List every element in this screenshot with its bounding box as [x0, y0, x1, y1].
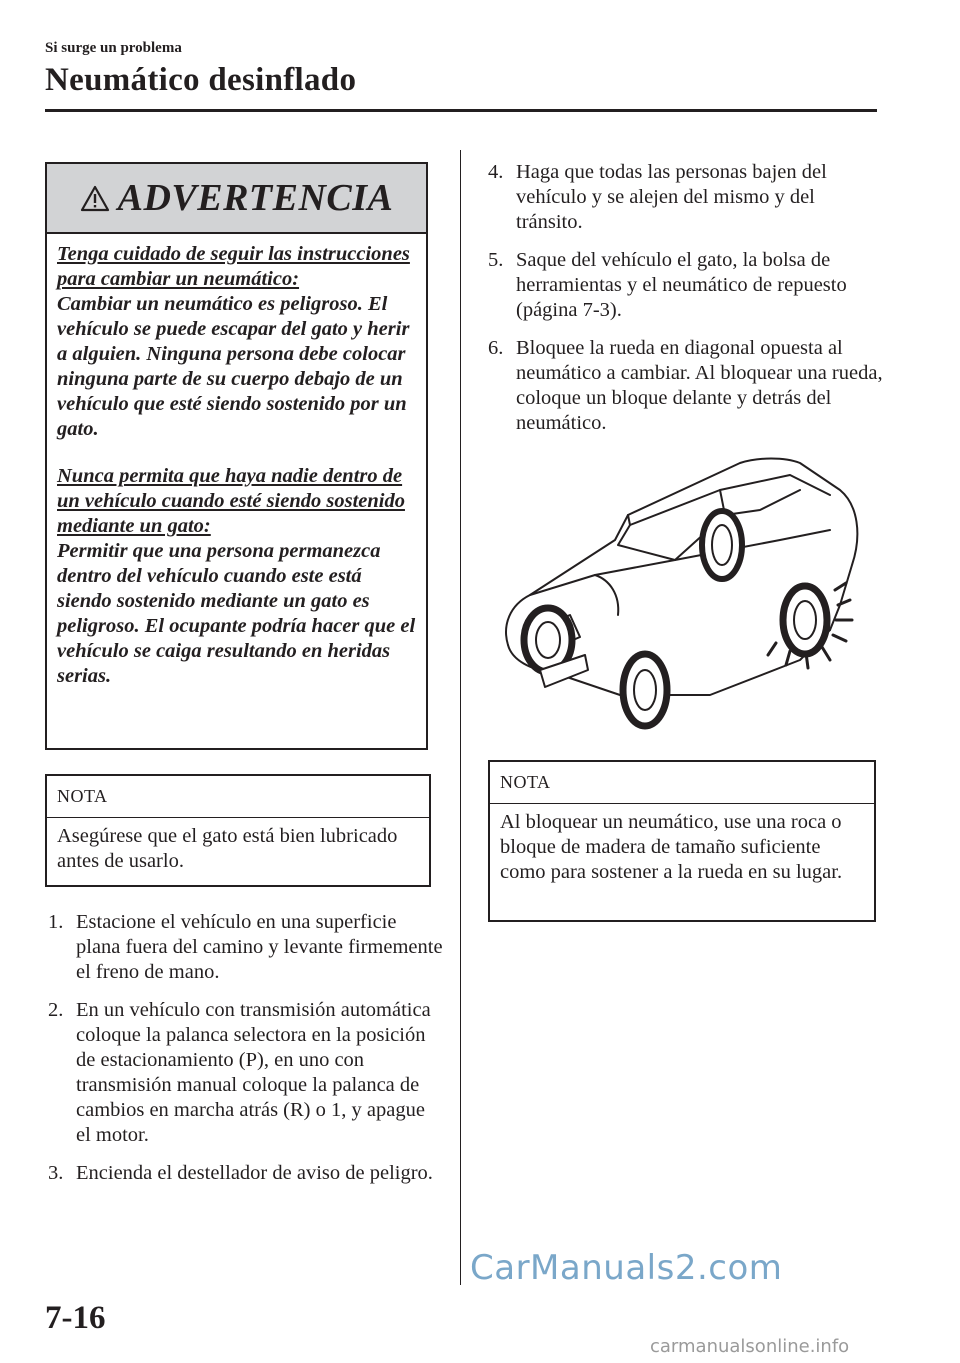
- step-number: 2.: [48, 999, 64, 1021]
- note-text: Asegúrese que el gato está bien lubricado antes de usarlo.: [57, 825, 398, 872]
- note-box-jack: [45, 774, 431, 887]
- warning-box: [45, 162, 428, 750]
- warning-body: [47, 234, 426, 689]
- car-wheel-blocks-illustration: [500, 455, 865, 740]
- step-text: Haga que todas las personas bajen del vehículo y se alejen del mismo y del tránsito.: [516, 161, 827, 233]
- step-text: Bloquee la rueda en diagonal opuesta al neumático a cambiar. Al bloquear una rueda, coloque un bloque delante y detrás del neumático.: [516, 337, 883, 434]
- breadcrumb: Si surge un problema: [45, 40, 182, 56]
- note-box-blocks: [488, 760, 876, 922]
- list-item: [488, 248, 883, 323]
- list-item: [48, 998, 443, 1148]
- note-text: Al bloquear un neumático, use una roca o bloque de madera de tamaño suficiente como para sostener a la rueda en su lugar.: [500, 811, 843, 883]
- header-rule: [45, 109, 877, 112]
- page-title: Neumático desinflado: [45, 62, 357, 98]
- watermark: CarManuals2.com: [470, 1248, 783, 1288]
- note-label: NOTA: [490, 762, 874, 804]
- step-text: Saque del vehículo el gato, la bolsa de herramientas y el neumático de repuesto (página 7-3).: [516, 249, 847, 321]
- warning-title: ADVERTENCIA: [117, 177, 394, 219]
- list-item: [48, 910, 443, 985]
- step-number: 3.: [48, 1162, 64, 1184]
- page-number: 7-16: [45, 1300, 106, 1336]
- steps-list-right: [488, 160, 883, 449]
- step-number: 4.: [488, 161, 504, 183]
- warning-text-1: Cambiar un neumático es peligroso. El vehículo se puede escapar del gato y herir a alguien. Ninguna persona debe colocar ninguna parte de su cuerpo debajo de un vehículo que esté siendo sostenido por un gato.: [57, 293, 410, 440]
- step-text: Encienda el destellador de aviso de peligro.: [76, 1162, 433, 1184]
- step-number: 1.: [48, 911, 64, 933]
- step-number: 5.: [488, 249, 504, 271]
- warning-heading-1: Tenga cuidado de seguir las instrucciones para cambiar un neumático:: [57, 243, 410, 290]
- step-number: 6.: [488, 337, 504, 359]
- list-item: [48, 1161, 443, 1186]
- column-divider: [460, 150, 461, 1285]
- step-text: En un vehículo con transmisión automática coloque la palanca selectora en la posición de estacionamiento (P), en uno con transmisión manual coloque la palanca de cambios en marcha atrás (R) o 1, y apague el motor.: [76, 999, 431, 1146]
- warning-heading-2: Nunca permita que haya nadie dentro de un vehículo cuando esté siendo sostenido mediante un gato:: [57, 465, 405, 537]
- list-item: [488, 160, 883, 235]
- note-label: NOTA: [47, 776, 429, 818]
- warning-triangle-icon: [80, 185, 110, 212]
- footer-domain: carmanualsonline.info: [650, 1336, 850, 1357]
- warning-text-2: Permitir que una persona permanezca dentro del vehículo cuando este está siendo sostenido mediante un gato es peligroso. El ocupante podría hacer que el vehículo se caiga resultando en heridas serias.: [57, 540, 416, 687]
- step-text: Estacione el vehículo en una superficie plana fuera del camino y levante firmemente el freno de mano.: [76, 911, 443, 983]
- steps-list-left: [48, 910, 443, 1199]
- list-item: [488, 336, 883, 436]
- warning-header: [47, 164, 426, 234]
